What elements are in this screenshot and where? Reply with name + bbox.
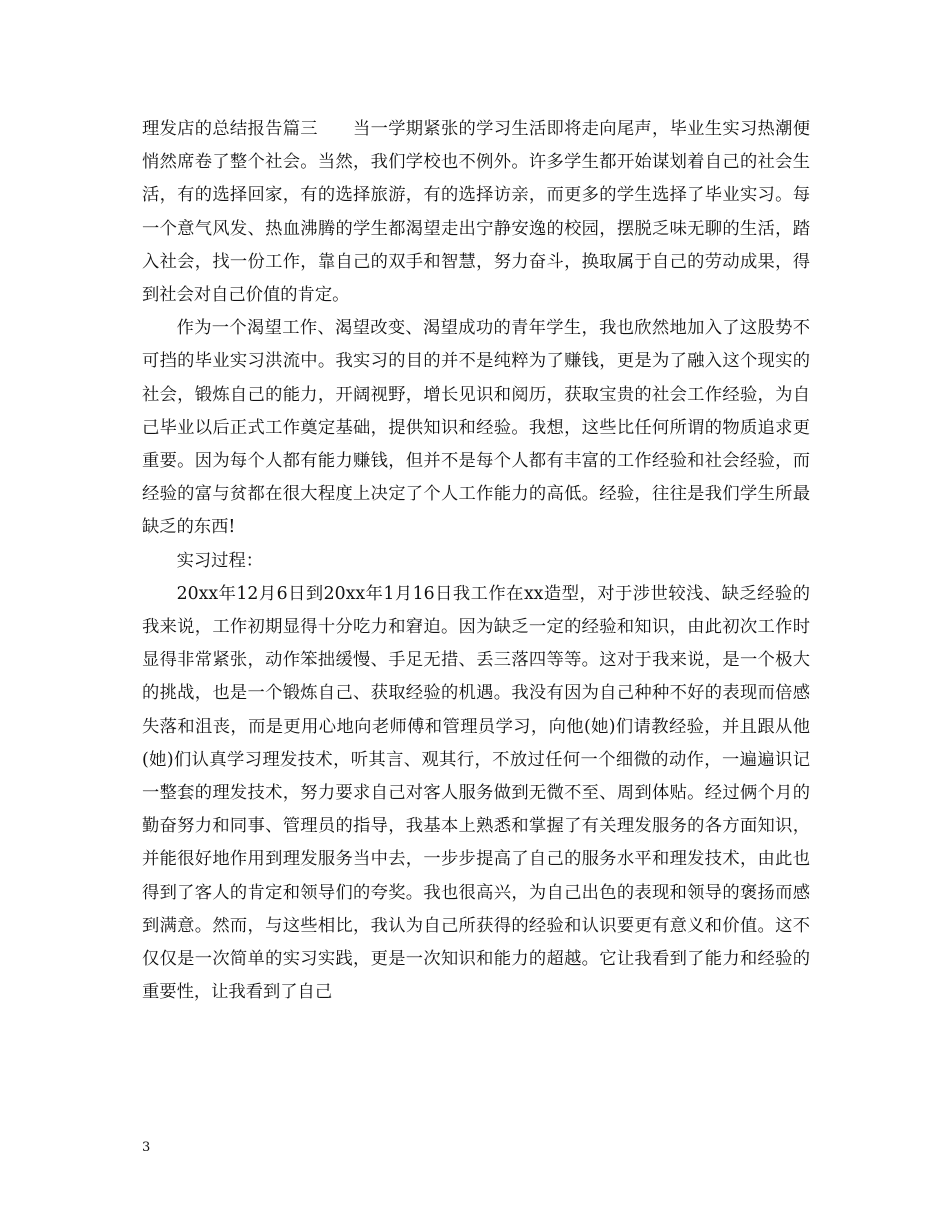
document-body — [142, 113, 810, 1009]
paragraph-report-intro: 理发店的总结报告篇三 当一学期紧张的学习生活即将走向尾声，毕业生实习热潮便悄然席卷了整个社会。当然，我们学校也不例外。许多学生都开始谋划着自己的社会生活，有的选择回家，有的选择旅游，有的选择访亲，而更多的学生选择了毕业实习。每一个意气风发、热血沸腾的学生都渴望走出宁静安逸的校园，摆脱乏味无聊的生活，踏入社会，找一份工作，靠自己的双手和智慧，努力奋斗，换取属于自己的劳动成果，得到社会对自己价值的肯定。 — [142, 119, 810, 306]
page-number: 3 — [142, 1140, 151, 1155]
paragraph-internship-purpose: 作为一个渴望工作、渴望改变、渴望成功的青年学生，我也欣然地加入了这股势不可挡的毕业实习洪流中。我实习的目的并不是纯粹为了赚钱，更是为了融入这个现实的社会，锻炼自己的能力，开阔视野，增长见识和阅历，获取宝贵的社会工作经验，为自己毕业以后正式工作奠定基础，提供知识和经验。我想，这些比任何所谓的物质追求更重要。因为每个人都有能力赚钱，但并不是每个人都有丰富的工作经验和社会经验，而经验的富与贫都在很大程度上决定了个人工作能力的高低。经验，往往是我们学生所最缺乏的东西! — [142, 318, 810, 538]
paragraph-internship-process: 20xx年12月6日到20xx年1月16日我工作在xx造型，对于涉世较浅、缺乏经验的我来说，工作初期显得十分吃力和窘迫。因为缺乏一定的经验和知识，由此初次工作时显得非常紧张，动作笨拙缓慢、手足无措、丢三落四等等。这对于我来说，是一个极大的挑战，也是一个锻炼自己、获取经验的机遇。我没有因为自己种种不好的表现而倍感失落和沮丧，而是更用心地向老师傅和管理员学习，向他(她)们请教经验，并且跟从他(她)们认真学习理发技术，听其言、观其行，不放过任何一个细微的动作，一遍遍识记一整套的理发技术，努力要求自己对客人服务做到无微不至、周到体贴。经过俩个月的勤奋努力和同事、管理员的指导，我基本上熟悉和掌握了有关理发服务的各方面知识，并能很好地作用到理发服务当中去，一步步提高了自己的服务水平和理发技术，由此也得到了客人的肯定和领导们的夸奖。我也很高兴，为自己出色的表现和领导的褒扬而感到满意。然而，与这些相比，我认为自己所获得的经验和认识要更有意义和价值。这不仅仅是一次简单的实习实践，更是一次知识和能力的超越。它让我看到了能力和经验的重要性，让我看到了自己 — [142, 583, 810, 1003]
paragraph-process-heading: 实习过程： — [176, 550, 264, 571]
